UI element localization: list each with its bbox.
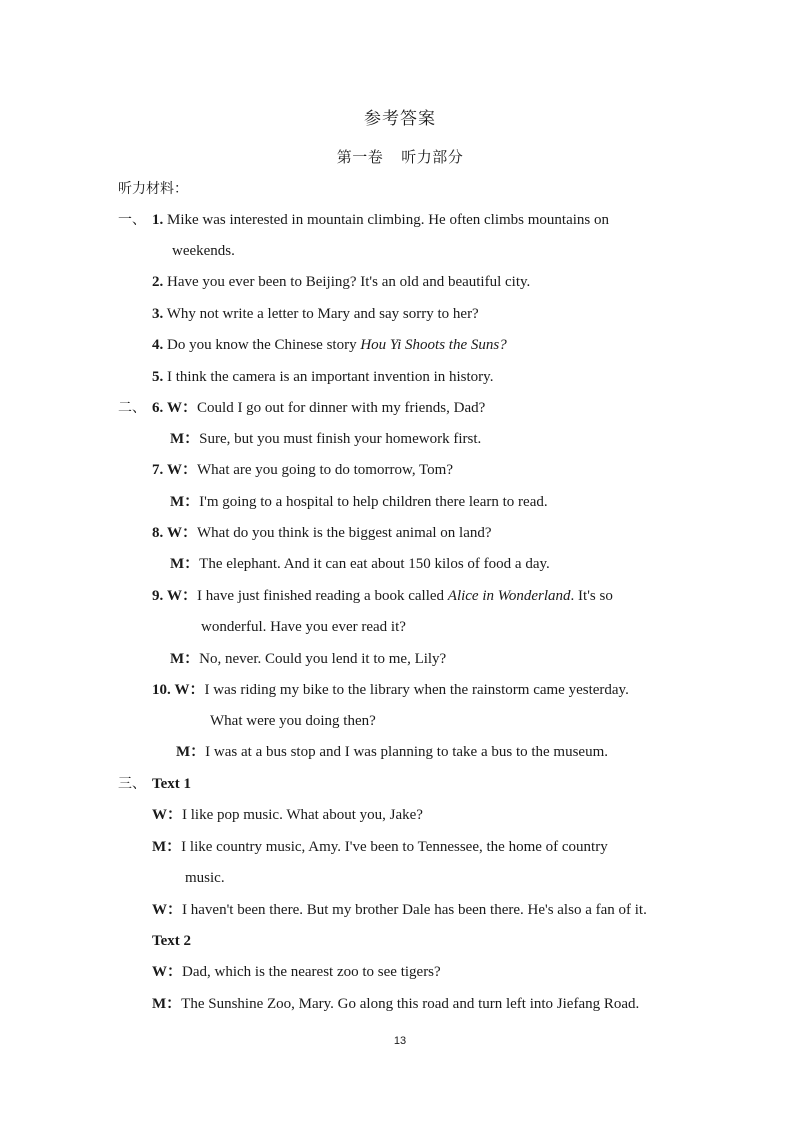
item-2 [152,273,530,291]
dialog-text: . It's so [570,588,613,604]
dialog-number: 9. [152,588,164,604]
speaker-m: M： [170,651,200,667]
dialog-6-w [152,399,485,417]
section-heading [0,146,800,167]
text1-line-3 [152,901,647,919]
dialog-text: Sure, but you must finish your homework first. [199,431,482,447]
item-text: Why not write a letter to Mary and say sorry to her? [166,306,479,322]
dialog-10-w [152,681,629,699]
speaker-m: M： [152,839,182,855]
dialog-7-w [152,461,453,479]
dialog-8-m [170,555,550,573]
item-4 [152,336,507,354]
dialog-text: I was riding my bike to the library when the rainstorm came yesterday. [204,682,629,698]
dialog-text: The Sunshine Zoo, Mary. Go along this road and turn left into Jiefang Road. [181,996,640,1012]
dialog-number: 10. [152,682,171,698]
speaker-w: W： [167,588,198,604]
speaker-m: M： [176,744,206,760]
item-text: Mike was interested in mountain climbing. He often climbs mountains on [167,212,610,228]
speaker-w: W： [167,462,198,478]
dialog-number: 6. [152,400,164,416]
dialog-text: Dad, which is the nearest zoo to see tigers? [182,964,441,980]
page-number: 13 [393,1035,407,1047]
text2-line-2 [152,995,639,1013]
dialog-number: 7. [152,462,164,478]
item-number: 1. [152,212,164,228]
speaker-w: W： [167,525,198,541]
story-title: Hou Yi Shoots the Suns? [360,337,507,353]
dialog-9-m [170,650,446,668]
text1-line-2 [152,838,678,856]
section-name: 听力部分 [401,148,464,166]
dialog-text: I haven't been there. But my brother Dale has been there. He's also a fan of it. [182,902,647,918]
item-5 [152,368,493,386]
dialog-7-m [170,493,548,511]
materials-label: 听力材料： [118,181,188,197]
item-text: Have you ever been to Beijing? It's an old and beautiful city. [167,274,531,290]
part2-marker: 二、 [118,400,146,416]
book-title: Alice in Wonderland [447,588,571,604]
speaker-m: M： [170,556,200,572]
dialog-number: 8. [152,525,164,541]
dialog-8-w [152,524,492,542]
text2-line-1 [152,963,441,981]
dialog-text: Could I go out for dinner with my friends, Dad? [197,400,486,416]
text1-label: Text 1 [152,776,192,792]
item-number: 4. [152,337,164,353]
item-number: 5. [152,369,164,385]
item-number: 2. [152,274,164,290]
page-title: 参考答案 [364,109,436,129]
dialog-text: What do you think is the biggest animal on land? [197,525,492,541]
dialog-10-w-continuation: What were you doing then? [210,713,376,729]
item-number: 3. [152,306,164,322]
speaker-m: M： [152,996,182,1012]
part1-marker: 一、 [118,212,146,228]
dialog-text: The elephant. And it can eat about 150 kilos of food a day. [199,556,550,572]
item-text: Do you know the Chinese story [167,337,361,353]
dialog-text: I like country music, Amy. I've been to Tennessee, the home of country [181,839,608,855]
text2-label: Text 2 [152,933,192,949]
dialog-text: What are you going to do tomorrow, Tom? [197,462,453,478]
item-text: I think the camera is an important invention in history. [167,369,494,385]
dialog-text: I have just finished reading a book called [197,588,448,604]
speaker-w: W： [152,902,183,918]
speaker-w: W： [167,400,198,416]
dialog-text: I like pop music. What about you, Jake? [182,807,423,823]
dialog-6-m [170,430,481,448]
dialog-text: I was at a bus stop and I was planning to take a bus to the museum. [205,744,609,760]
part3-marker: 三、 [118,776,146,792]
dialog-9-w-continuation: wonderful. Have you ever read it? [201,619,406,635]
dialog-10-m [176,743,608,761]
item-1-continuation: weekends. [172,243,235,259]
dialog-text: No, never. Could you lend it to me, Lily? [199,651,447,667]
speaker-w: W： [174,682,205,698]
speaker-w: W： [152,964,183,980]
speaker-m: M： [170,431,200,447]
item-1 [152,211,646,229]
section-part: 第一卷 [336,148,384,166]
speaker-w: W： [152,807,183,823]
item-3 [152,305,479,323]
text1-line-2-continuation: music. [185,870,225,886]
speaker-m: M： [170,494,200,510]
text1-line-1 [152,806,423,824]
dialog-9-w [152,587,613,605]
dialog-text: I'm going to a hospital to help children there learn to read. [199,494,548,510]
